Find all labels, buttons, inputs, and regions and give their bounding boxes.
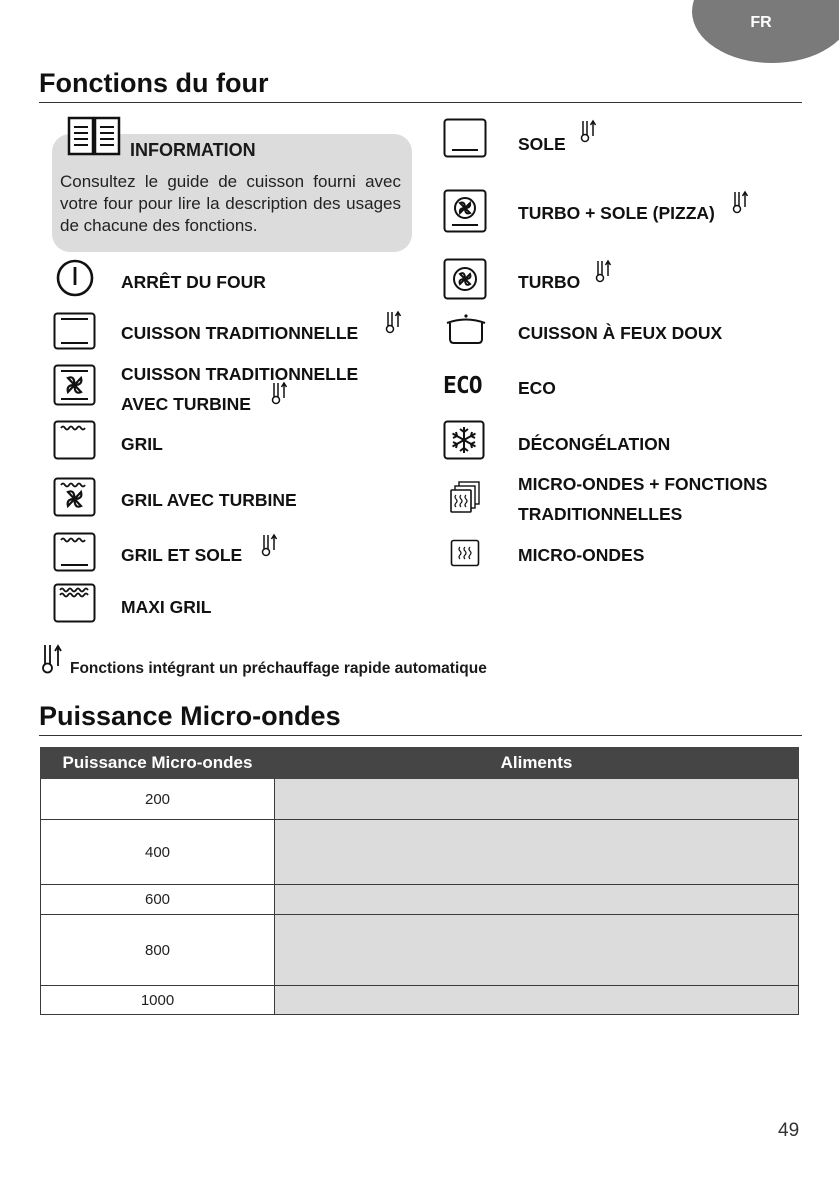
food-cell xyxy=(275,779,799,820)
information-title: INFORMATION xyxy=(130,140,256,160)
power-cell: 200 xyxy=(41,779,275,820)
food-cell xyxy=(275,885,799,915)
function-label-traditional-fan-line1: CUISSON TRADITIONNELLE xyxy=(121,364,359,384)
function-label-grill-sole: GRIL ET SOLE xyxy=(121,545,243,565)
function-label-maxi-grill: MAXI GRIL xyxy=(121,597,212,617)
power-cell: 400 xyxy=(41,820,275,885)
food-cell xyxy=(275,915,799,986)
language-code: FR xyxy=(750,14,772,31)
function-label-microwave-combi-line1: MICRO-ONDES + FONCTIONS xyxy=(518,474,768,494)
table-row xyxy=(41,779,799,820)
function-label-defrost: DÉCONGÉLATION xyxy=(518,434,671,454)
preheat-footnote: Fonctions intégrant un préchauffage rapide automatique xyxy=(70,660,487,677)
function-label-traditional: CUISSON TRADITIONNELLE xyxy=(121,323,359,343)
traditional-icon xyxy=(53,312,96,350)
food-cell xyxy=(275,820,799,885)
function-label-fan-grill: GRIL AVEC TURBINE xyxy=(121,490,297,510)
power-cell: 1000 xyxy=(41,986,275,1015)
information-body: Consultez le guide de cuisson fourni avec votre four pour lire la description des usages de chacune des fonctions. xyxy=(60,172,401,235)
power-cell: 800 xyxy=(41,915,275,986)
function-label-grill: GRIL xyxy=(121,434,163,454)
column-header-food: Aliments xyxy=(275,748,799,779)
turbo-icon xyxy=(443,258,487,300)
power-cell: 600 xyxy=(41,885,275,915)
thermometer-icon xyxy=(40,642,64,676)
table-row xyxy=(41,885,799,915)
function-label-microwave-combi-line2: TRADITIONNELLES xyxy=(518,504,683,524)
thermometer-icon xyxy=(594,258,612,284)
thermometer-icon xyxy=(579,118,597,144)
function-label-gentle-cooking: CUISSON À FEUX DOUX xyxy=(518,323,723,343)
eco-icon: ECO xyxy=(443,373,482,399)
grill-icon xyxy=(53,420,96,460)
fan-traditional-icon xyxy=(53,364,96,406)
thermometer-icon xyxy=(384,309,402,335)
grill-sole-icon xyxy=(53,532,96,572)
section-divider xyxy=(39,102,802,103)
power-icon xyxy=(55,258,95,298)
snowflake-icon xyxy=(443,420,485,460)
section-title-oven-functions: Fonctions du four xyxy=(39,68,269,98)
thermometer-icon xyxy=(260,532,278,558)
table-row xyxy=(41,986,799,1015)
microwave-combi-icon xyxy=(449,480,483,514)
microwave-icon xyxy=(450,539,480,567)
food-cell xyxy=(275,986,799,1015)
function-label-eco: ECO xyxy=(518,378,556,398)
page-number: 49 xyxy=(778,1120,800,1141)
column-header-power: Puissance Micro-ondes xyxy=(41,748,275,779)
function-label-off: ARRÊT DU FOUR xyxy=(121,272,266,292)
function-label-turbo: TURBO xyxy=(518,272,581,292)
book-icon xyxy=(66,116,122,158)
maxi-grill-icon xyxy=(53,583,96,623)
microwave-power-table xyxy=(40,747,799,1015)
section-title-microwave-power: Puissance Micro-ondes xyxy=(39,701,341,731)
thermometer-icon xyxy=(731,189,749,215)
table-row xyxy=(41,820,799,885)
fan-grill-icon xyxy=(53,477,96,517)
function-label-microwave: MICRO-ONDES xyxy=(518,545,645,565)
section-divider xyxy=(39,735,802,736)
function-label-sole: SOLE xyxy=(518,134,566,154)
function-label-turbo-sole: TURBO + SOLE (PIZZA) xyxy=(518,203,715,223)
turbo-sole-icon xyxy=(443,189,487,233)
thermometer-icon xyxy=(270,380,288,406)
function-label-traditional-fan-line2: AVEC TURBINE xyxy=(121,394,251,414)
pot-icon xyxy=(445,313,487,345)
table-header-row xyxy=(41,748,799,779)
table-row xyxy=(41,915,799,986)
sole-icon xyxy=(443,118,487,158)
